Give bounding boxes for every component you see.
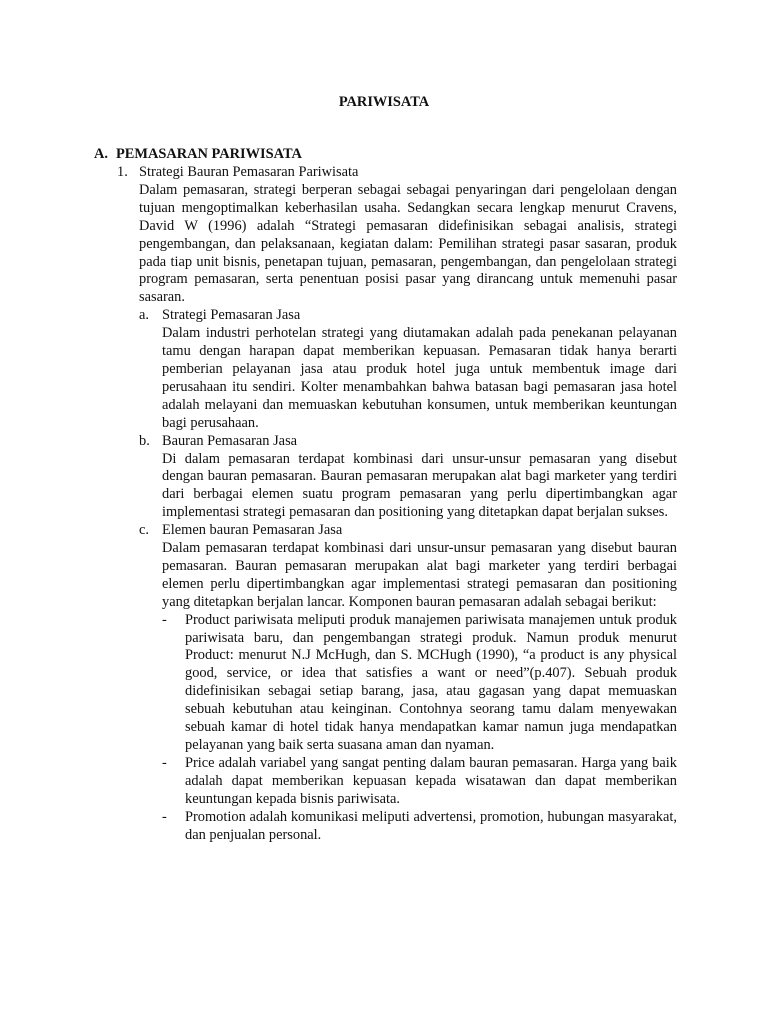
- sub-item-b: [0, 433, 768, 523]
- section-heading: [94, 146, 302, 164]
- sub-item-paragraph: Dalam industri perhotelan strategi yang diutamakan adalah pada penekanan pelayanan tamu dengan harapan dapat memberikan kepuasan. Pemasaran tidak hanya berarti pemberian pelayanan jasa atau produk hotel juga untuk membentuk image dari perusahaan itu sendiri. Kolter menambahkan bahwa batasan bagi pemasaran jasa hotel adalah melayani dan memuaskan kebutuhan konsumen, untuk memberikan keuntungan bagi perusahaan.: [162, 325, 677, 431]
- bullet-text: Price adalah variabel yang sangat penting dalam bauran pemasaran. Harga yang baik adalah dapat memberikan kepuasan kepada wisatawan dan dapat memberikan keuntungan kepada bisnis pariwisata.: [185, 754, 677, 807]
- bullet-dash: -: [162, 754, 167, 771]
- sub-item-a: [0, 307, 768, 432]
- bullet-dash: -: [162, 611, 167, 628]
- document-body: [0, 164, 768, 844]
- sub-item-marker: a.: [139, 307, 149, 324]
- section-heading-text: PEMASARAN PARIWISATA: [116, 146, 302, 162]
- item-paragraph: Dalam pemasaran, strategi berperan sebagai sebagai penyaringan dari pengelolaan dengan tujuan mengoptimalkan keberhasilan usaha. Sedangkan secara lengkap menurut Cravens, David W (1996) adalah “Strategi pemasaran didefinisikan sebagai analisis, strategi pengembangan, dan pelaksanaan, kegiatan dalam: Pemilihan strategi pasar sasaran, produk pada tiap unit bisnis, penetapan tujuan, pemasaran, pengembangan, dan pengelolaan strategi program pemasaran, serta penentuan posisi pasar yang dirancang untuk memenuhi pasar sasaran.: [139, 181, 677, 306]
- sub-item-paragraph: Di dalam pemasaran terdapat kombinasi dari unsur-unsur pemasaran yang disebut dengan bauran pemasaran. Bauran pemasaran merupakan alat bagi marketer yang terdiri dari berbagai elemen suatu program pemasaran yang perlu dipertimbangkan agar implementasi strategi pemasaran dan positioning yang ditetapkan dapat berjalan sukses.: [162, 450, 677, 521]
- item-number: 1.: [117, 164, 128, 180]
- sub-item-title: Strategi Pemasaran Jasa: [162, 307, 301, 324]
- bullet-item: [162, 755, 768, 809]
- sub-item-marker: c.: [139, 522, 149, 539]
- sub-item-title: Bauran Pemasaran Jasa: [162, 432, 298, 449]
- sub-item-marker: b.: [139, 432, 150, 449]
- bullet-item: [162, 612, 768, 755]
- document-title: PARIWISATA: [338, 94, 430, 110]
- sub-item-c: [0, 522, 768, 844]
- item-title: Strategi Bauran Pemasaran Pariwisata: [139, 164, 359, 180]
- sub-item-paragraph: Dalam pemasaran terdapat kombinasi dari unsur-unsur pemasaran yang disebut bauran pemasaran. Bauran pemasaran merupakan alat bagi marketer yang terdiri berbagai elemen perlu dipertimbangkan agar implementasi strategi pemasaran dan positioning yang ditetapkan berjalan lancar. Komponen bauran pemasaran adalah sebagai berikut:: [162, 540, 677, 610]
- sub-item-title: Elemen bauran Pemasaran Jasa: [162, 522, 343, 539]
- section-letter: A.: [94, 146, 108, 162]
- bullet-item: [162, 809, 768, 845]
- bullet-dash: -: [162, 808, 167, 825]
- bullet-text: Promotion adalah komunikasi meliputi advertensi, promotion, hubungan masyarakat, dan penjualan personal.: [185, 808, 677, 843]
- bullet-text: Product pariwisata meliputi produk manajemen pariwisata manajemen untuk produk pariwisata baru, dan pengembangan strategi produk. Namun produk menurut Product: menurut N.J McHugh, dan S. MCHugh (1990), “a product is any physical good, service, or idea that satisfies a want or need”(p.407). Sebuah produk didefinisikan sebagai setiap barang, jasa, atau gagasan yang dapat memuaskan sebuah kebutuhan atau keinginan. Contohnya seorang tamu dalam menyewakan sebuah kamar di hotel tidak hanya mendapatkan kamar namun juga mendapatkan pelayanan yang baik serta suasana aman dan nyaman.: [185, 611, 677, 753]
- list-item-1: [0, 164, 768, 307]
